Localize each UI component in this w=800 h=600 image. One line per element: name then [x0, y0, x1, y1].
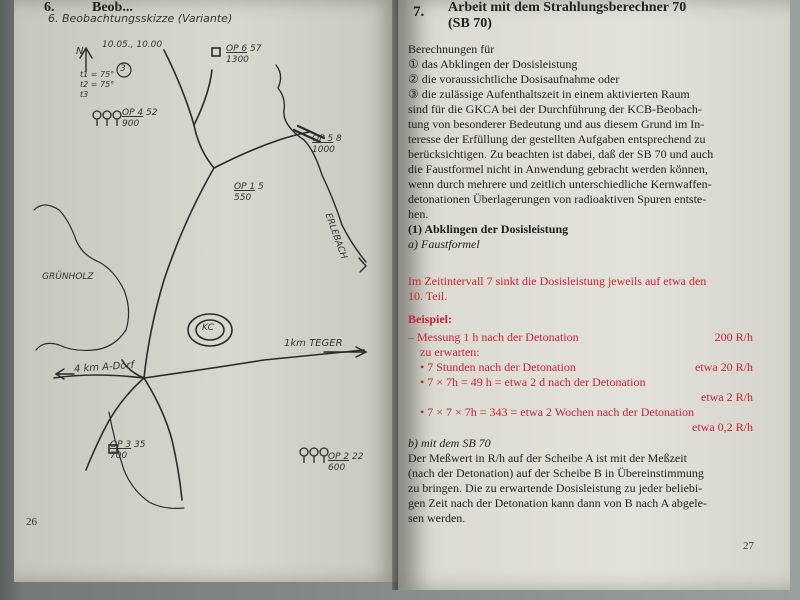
intro-text: Berechnungen für [408, 42, 495, 56]
tree-icons-op2 [300, 448, 328, 463]
final-line-3: zu bringen. Die zu erwartende Dosisleistung zu jeder beliebi- [408, 481, 703, 495]
left-page-number: 26 [26, 516, 37, 528]
op2-value: 600 [328, 463, 346, 473]
op6-name: OP 6 [226, 44, 248, 54]
op4-number: 52 [145, 108, 158, 118]
right-section-title-line1: Arbeit mit dem Strahlungsberechner 70 [448, 0, 687, 15]
op5-number: 8 [335, 134, 342, 144]
paragraph-line-5: die Faustformel nicht in Anwendung gebracht werden können, [408, 162, 708, 176]
paragraph-line-6: wenn durch mehrere und zeitlich unterschiedliche Kernwaffen- [408, 177, 712, 191]
right-section-title-line2: (SB 70) [448, 16, 492, 31]
op3-value: 700 [110, 451, 128, 461]
op4-value: 900 [122, 119, 140, 129]
op1-number: 5 [257, 182, 264, 192]
op5-label [312, 134, 342, 156]
time-2: t2 = 75° [80, 80, 115, 89]
road-teger [144, 350, 364, 378]
example-label: Beispiel: [408, 312, 452, 326]
example-row-7-value: etwa 0,2 R/h [692, 420, 753, 434]
road-north [164, 50, 214, 168]
example-row-6-text: • 7 × 7 × 7h = 343 = etwa 2 Wochen nach der Detonation [420, 405, 695, 419]
left-section-number: 6. [44, 0, 55, 15]
op6-number: 57 [249, 44, 262, 54]
example-row-3-text: • 7 Stunden nach der Detonation [420, 360, 576, 374]
rule-line-2: 10. Teil. [408, 289, 448, 303]
final-line-1: Der Meßwert in R/h auf der Scheibe A ist mit der Meßzeit [408, 451, 687, 465]
op6-value: 1300 [226, 55, 249, 65]
time-1: t1 = 75° [80, 70, 115, 79]
tree-icons-op4 [93, 111, 121, 126]
op3-name: OP 3 [110, 440, 132, 450]
example-row-3-value: etwa 20 R/h [695, 360, 753, 374]
rule-line-1: Im Zeitintervall 7 sinkt die Dosisleistung jeweils auf etwa den [408, 274, 707, 288]
list-item-2: ② die voraussichtliche Dosisaufnahme oder [408, 72, 620, 86]
sub-b: b) mit dem SB 70 [408, 436, 491, 450]
right-page-number: 27 [743, 540, 754, 552]
right-page [398, 0, 790, 590]
road-right-label: 1km TEGER [284, 338, 343, 349]
op3-number: 35 [133, 440, 146, 450]
paragraph-line-4: berücksichtigen. Zu beachten ist dabei, daß der SB 70 und auch [408, 147, 714, 161]
op3-label [110, 440, 145, 462]
op6-square [212, 48, 220, 56]
creek-label: ERLEBACH [322, 212, 349, 261]
op5-name: OP 5 [312, 134, 334, 144]
final-line-4: gen Zeit nach der Detonation kann dann von B nach A abgele- [408, 496, 707, 510]
road-op6-branch [194, 70, 212, 125]
example-row-1-value: 200 R/h [714, 330, 753, 344]
op4-name: OP 4 [122, 108, 144, 118]
list-item-1: ① das Abklingen der Dosisleistung [408, 57, 578, 71]
example-row-5-value: etwa 2 R/h [701, 390, 753, 404]
op2-number: 22 [351, 452, 364, 462]
marker-number: 3 [120, 64, 126, 74]
op2-name: OP 2 [328, 452, 350, 462]
op1-label [234, 182, 264, 204]
right-section-number: 7. [413, 4, 425, 20]
example-row-3 [408, 360, 753, 375]
paragraph-line-8: hen. [408, 207, 429, 221]
forest-label: GRÜNHOLZ [42, 272, 94, 282]
paragraph-line-1: sind für die GKCA bei der Durchführung der KCB-Beobach- [408, 102, 702, 116]
op5-value: 1000 [312, 145, 335, 155]
road-left-label: 4 km A-Dorf [73, 359, 135, 376]
paragraph-line-7: detonationen Überlagerungen von radioaktiven Spuren entste- [408, 192, 707, 206]
sub-a: a) Faustformel [408, 237, 480, 251]
example-row-2-text: zu erwarten: [420, 345, 480, 359]
example-row-4 [408, 375, 753, 390]
time-3: t3 [80, 90, 89, 99]
road-south [144, 378, 182, 500]
final-line-2: (nach der Detonation) auf der Scheibe B in Übereinstimmung [408, 466, 704, 480]
example-row-1 [408, 330, 753, 345]
road-diagonal [144, 168, 214, 378]
final-line-5: sen werden. [408, 511, 466, 525]
paragraph-line-2: tung von besonderer Bedeutung und aus diesem Grund im In- [408, 117, 705, 131]
kc-label: KC [202, 323, 214, 333]
op6-label [226, 44, 261, 66]
list-item-3: ③ die zulässige Aufenthaltszeit in einem aktivierten Raum [408, 87, 690, 101]
right-section-title [448, 0, 686, 32]
paragraph-line-3: teresse der Erfüllung der gestellten Aufgaben entsprechend zu [408, 132, 706, 146]
op2-label [328, 452, 363, 474]
example-row-6 [408, 405, 753, 420]
example-row-4-text: • 7 × 7h = 49 h = etwa 2 d nach der Detonation [420, 375, 646, 389]
sub-b-block [408, 436, 758, 526]
sketch-label: 6. Beobachtungsskizze (Variante) [48, 12, 233, 25]
op1-value: 550 [234, 193, 252, 203]
intro-block [408, 42, 758, 252]
left-section-title: Beob... [92, 0, 133, 15]
road-adorf [54, 375, 144, 378]
observation-sketch-map [14, 0, 398, 582]
op4-label [122, 108, 157, 130]
subheading: (1) Abklingen der Dosisleistung [408, 222, 569, 236]
north-label: N [76, 46, 84, 57]
left-page [14, 0, 398, 582]
rule-block [408, 274, 758, 304]
times-list [80, 70, 114, 100]
meta-date: 10.05., 10.00 [102, 40, 163, 50]
op1-name: OP 1 [234, 182, 256, 192]
example-row-1-text: – Messung 1 h nach der Detonation [408, 330, 579, 344]
creek-upper [276, 65, 366, 262]
road-east [214, 132, 309, 168]
example-row-2 [408, 345, 765, 360]
